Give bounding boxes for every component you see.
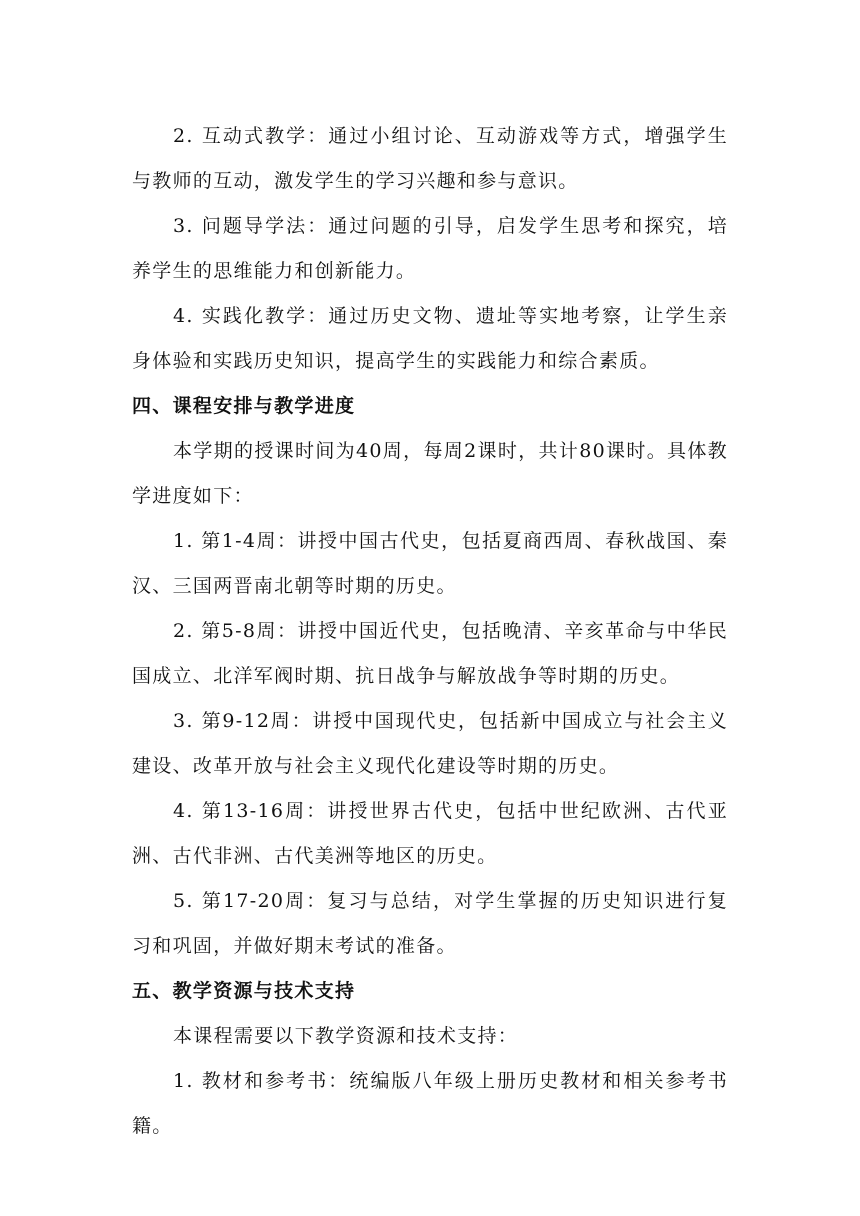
resource-item: 1. 教材和参考书：统编版八年级上册历史教材和相关参考书籍。 xyxy=(132,1070,728,1137)
schedule-intro: 本学期的授课时间为40周，每周2课时，共计80课时。具体教学进度如下： xyxy=(132,440,728,507)
schedule-item: 5. 第17-20周：复习与总结，对学生掌握的历史知识进行复习和巩固，并做好期末考试的准备。 xyxy=(132,890,728,957)
teaching-method-item: 3. 问题导学法：通过问题的引导，启发学生思考和探究，培养学生的思维能力和创新能力。 xyxy=(132,215,728,282)
resources-intro: 本课程需要以下教学资源和技术支持： xyxy=(173,1025,519,1047)
section-heading-resources: 五、教学资源与技术支持 xyxy=(132,980,356,1002)
teaching-method-item: 4. 实践化教学：通过历史文物、遗址等实地考察，让学生亲身体验和实践历史知识，提高学生的实践能力和综合素质。 xyxy=(132,305,728,372)
schedule-item: 2. 第5-8周：讲授中国近代史，包括晚清、辛亥革命与中华民国成立、北洋军阀时期、抗日战争与解放战争等时期的历史。 xyxy=(132,620,728,687)
teaching-method-item: 2. 互动式教学：通过小组讨论、互动游戏等方式，增强学生与教师的互动，激发学生的学习兴趣和参与意识。 xyxy=(132,125,728,192)
schedule-item: 4. 第13-16周：讲授世界古代史，包括中世纪欧洲、古代亚洲、古代非洲、古代美洲等地区的历史。 xyxy=(132,800,728,867)
section-heading-schedule: 四、课程安排与教学进度 xyxy=(132,395,356,417)
schedule-item: 1. 第1-4周：讲授中国古代史，包括夏商西周、春秋战国、秦汉、三国两晋南北朝等时期的历史。 xyxy=(132,530,728,597)
schedule-item: 3. 第9-12周：讲授中国现代史，包括新中国成立与社会主义建设、改革开放与社会主义现代化建设等时期的历史。 xyxy=(132,710,728,777)
